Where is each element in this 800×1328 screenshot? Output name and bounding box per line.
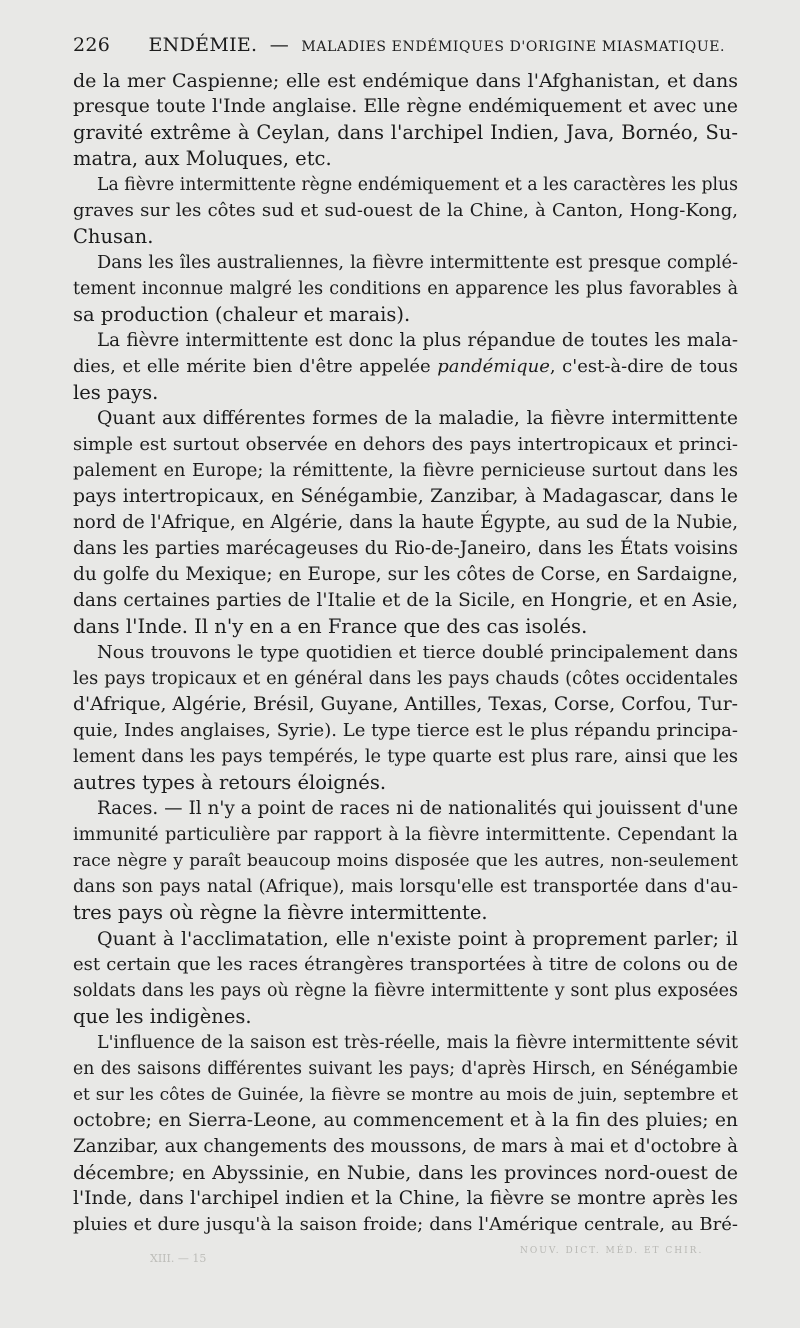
text-line: Chusan. bbox=[73, 225, 154, 248]
text-line: graves sur les côtes sud et sud-ouest de la Chine, à Canton, Hong-Kong, bbox=[73, 200, 738, 221]
text-line: dies, et elle mérite bien d'être appelée pandémique, c'est-à-dire de tous bbox=[73, 356, 738, 377]
text-line: dans l'Inde. Il n'y en a en France que des cas isolés. bbox=[73, 615, 588, 638]
text-line: en des saisons différentes suivant les pays; d'après Hirsch, en Sénégambie bbox=[73, 1059, 738, 1079]
text-line: tement inconnue malgré les conditions en apparence les plus favorables à bbox=[73, 279, 738, 299]
text-line: du golfe du Mexique; en Europe, sur les côtes de Corse, en Sardaigne, bbox=[73, 564, 738, 585]
text-line: Dans les îles australiennes, la fièvre intermittente est presque complé- bbox=[97, 253, 738, 273]
running-header bbox=[73, 34, 733, 56]
running-title: MALADIES ENDÉMIQUES D'ORIGINE MIASMATIQUE. bbox=[301, 39, 726, 55]
text-line: de la mer Caspienne; elle est endémique dans l'Afghanistan, et dans bbox=[73, 70, 738, 92]
text-line: décembre; en Abyssinie, en Nubie, dans les provinces nord-ouest de bbox=[73, 1162, 738, 1184]
text-line: pluies et dure jusqu'à la saison froide; dans l'Amérique centrale, au Bré- bbox=[73, 1214, 738, 1235]
text-line: Races. — Il n'y a point de races ni de nationalités qui jouissent d'une bbox=[97, 798, 738, 819]
bleed-through-left: XIII. — 15 bbox=[150, 1252, 207, 1265]
text-line: race nègre y paraît beaucoup moins disposée que les autres, non-seulement bbox=[73, 851, 738, 871]
text-line: dans certaines parties de l'Italie et de la Sicile, en Hongrie, et en Asie, bbox=[73, 590, 738, 611]
text-line: octobre; en Sierra-Leone, au commencement et à la fin des pluies; en bbox=[73, 1110, 738, 1131]
text-line: pays intertropicaux, en Sénégambie, Zanzibar, à Madagascar, dans le bbox=[73, 486, 738, 507]
page-number: 226 bbox=[73, 34, 111, 56]
bleed-through-right: NOUV. DICT. MÉD. ET CHIR. bbox=[520, 1246, 704, 1256]
text-line: sa production (chaleur et marais). bbox=[73, 303, 411, 326]
text-line: et sur les côtes de Guinée, la fièvre se montre au mois de juin, septembre et bbox=[73, 1085, 738, 1105]
page-body-text bbox=[73, 68, 738, 1238]
text-line: L'influence de la saison est très-réelle, mais la fièvre intermittente sévit bbox=[97, 1033, 738, 1053]
text-line: les pays tropicaux et en général dans les pays chauds (côtes occidentales bbox=[73, 669, 738, 689]
text-line: que les indigènes. bbox=[73, 1005, 252, 1028]
text-line: tres pays où règne la fièvre intermittente. bbox=[73, 901, 488, 924]
text-line: soldats dans les pays où règne la fièvre intermittente y sont plus exposées bbox=[73, 981, 738, 1001]
text-line: dans les parties marécageuses du Rio-de-Janeiro, dans les États voisins bbox=[73, 538, 738, 559]
text-line: nord de l'Afrique, en Algérie, dans la haute Égypte, au sud de la Nubie, bbox=[73, 512, 738, 533]
text-line: La fièvre intermittente règne endémiquement et a les caractères les plus bbox=[97, 175, 738, 195]
text-line: Quant à l'acclimatation, elle n'existe point à proprement parler; il bbox=[97, 928, 738, 950]
text-line: matra, aux Moluques, etc. bbox=[73, 147, 332, 170]
text-line: Zanzibar, aux changements des moussons, de mars à mai et d'octobre à bbox=[73, 1136, 738, 1157]
text-line: palement en Europe; la rémittente, la fièvre pernicieuse surtout dans les bbox=[73, 461, 738, 481]
emphasized-word: pandémique bbox=[437, 356, 550, 377]
text-line: lement dans les pays tempérés, le type quarte est plus rare, ainsi que les bbox=[73, 747, 738, 767]
text-line: l'Inde, dans l'archipel indien et la Chine, la fièvre se montre après les bbox=[73, 1188, 738, 1209]
text-line: presque toute l'Inde anglaise. Elle règne endémiquement et avec une bbox=[73, 96, 738, 117]
text-line: est certain que les races étrangères transportées à titre de colons ou de bbox=[73, 954, 738, 975]
text-line: d'Afrique, Algérie, Brésil, Guyane, Antilles, Texas, Corse, Corfou, Tur- bbox=[73, 694, 738, 715]
header-separator: — bbox=[269, 34, 290, 56]
text-line: dans son pays natal (Afrique), mais lorsqu'elle est transportée dans d'au- bbox=[73, 877, 738, 897]
text-line: immunité particulière par rapport à la fièvre intermittente. Cependant la bbox=[73, 825, 738, 845]
text-line: les pays. bbox=[73, 381, 159, 404]
text-line: La fièvre intermittente est donc la plus répandue de toutes les mala- bbox=[97, 330, 738, 351]
text-line: simple est surtout observée en dehors des pays intertropicaux et princi- bbox=[73, 434, 738, 455]
section-title: ENDÉMIE. bbox=[148, 34, 258, 56]
text-line: Quant aux différentes formes de la maladie, la fièvre intermittente bbox=[97, 408, 738, 429]
text-line: autres types à retours éloignés. bbox=[73, 771, 387, 794]
text-line: quie, Indes anglaises, Syrie). Le type tierce est le plus répandu principa- bbox=[73, 720, 738, 741]
text-line: gravité extrême à Ceylan, dans l'archipel Indien, Java, Bornéo, Su- bbox=[73, 121, 738, 144]
text-line: Nous trouvons le type quotidien et tierce doublé principalement dans bbox=[97, 642, 738, 663]
